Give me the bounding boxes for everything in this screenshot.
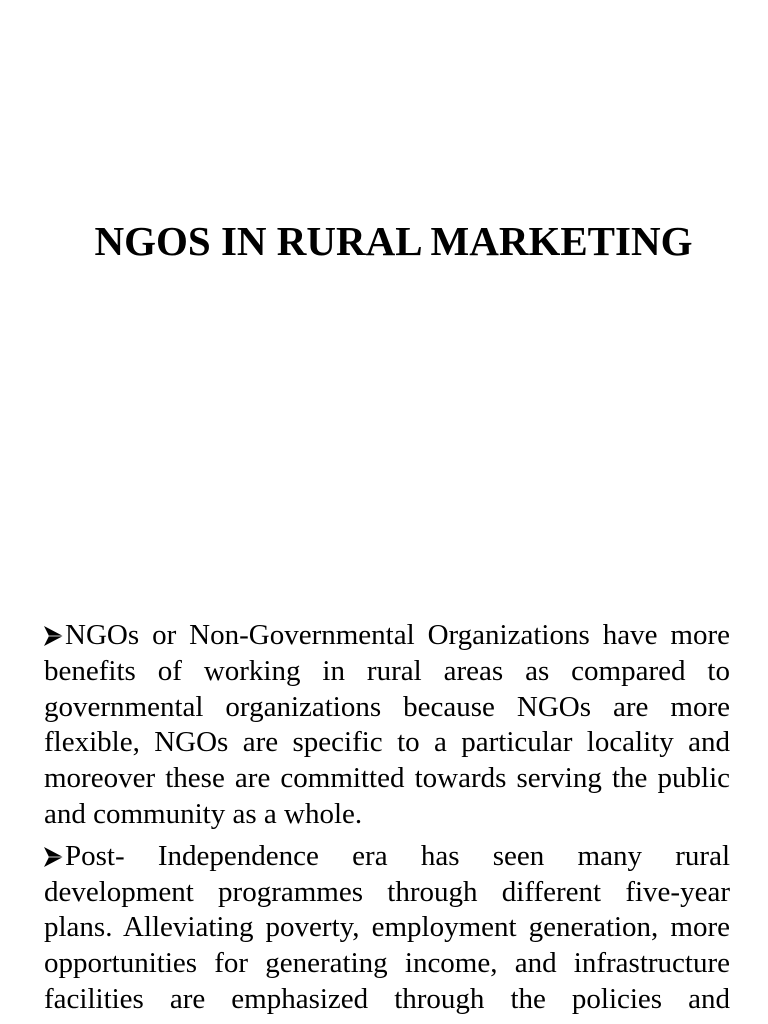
body-text <box>44 618 730 1018</box>
bullet-paragraph <box>44 618 730 833</box>
page-title: NGOS IN RURAL MARKETING <box>94 218 693 264</box>
text-line: governmental organizations because NGOs are more <box>44 690 730 723</box>
text-line: development programmes through different five-year <box>44 875 730 908</box>
text-line: flexible, NGOs are specific to a particular locality and <box>44 726 730 759</box>
text-line: benefits of working in rural areas as compared to <box>44 654 730 687</box>
line-text: Post- Independence era has seen many rural <box>65 839 730 872</box>
text-line: and community as a whole. <box>44 797 363 830</box>
line-text: NGOs or Non-Governmental Organizations have more <box>65 619 730 651</box>
text-line: plans. Alleviating poverty, employment generation, more <box>44 911 730 944</box>
text-line <box>44 618 730 654</box>
arrow-bullet-icon <box>44 626 63 646</box>
arrow-bullet-icon <box>44 847 63 867</box>
text-line: facilities are emphasized through the policies and <box>44 982 730 1015</box>
text-line <box>44 839 730 875</box>
text-line: opportunities for generating income, and infrastructure <box>44 947 730 980</box>
text-line: moreover these are committed towards serving the public <box>44 762 730 795</box>
bullet-paragraph <box>44 839 730 1018</box>
